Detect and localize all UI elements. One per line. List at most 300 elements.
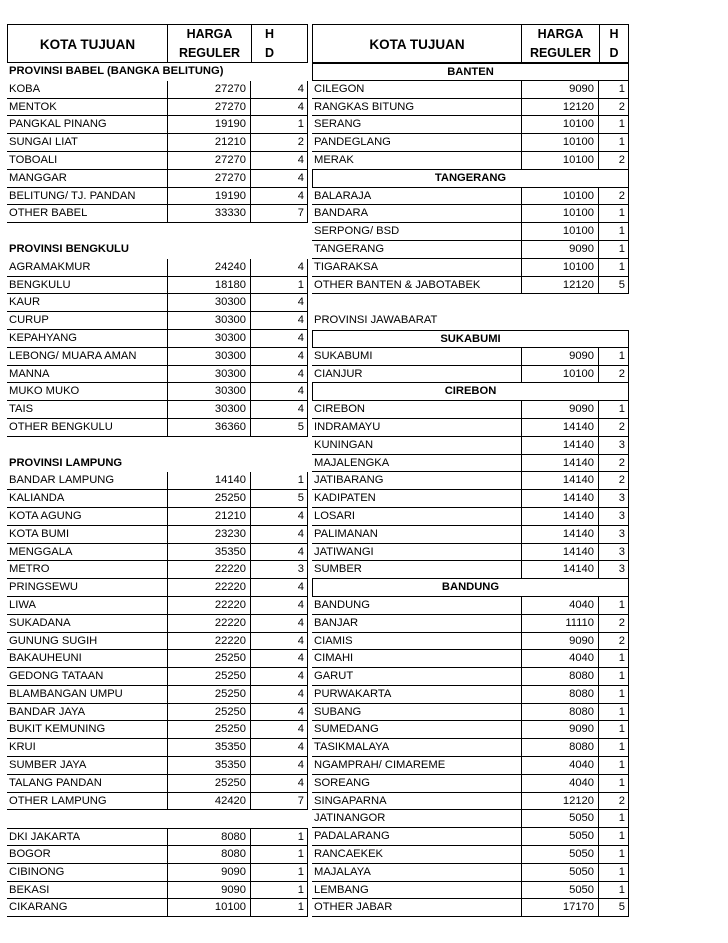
region-title: BANDUNG (441, 581, 500, 594)
hd-value: 4 (251, 383, 308, 400)
section-title: PROVINSI BENGKULU (9, 242, 129, 255)
table-row (312, 152, 629, 170)
region-subheading (312, 63, 629, 81)
province-label (312, 312, 629, 330)
destination-city: MAJALENGKA (314, 456, 390, 469)
hd-value: 4 (251, 526, 308, 543)
hd-label-h: H (609, 27, 619, 41)
destination-city: SOREANG (314, 776, 370, 789)
harga-reguler-value: 12120 (521, 99, 599, 116)
destination-city: KALIANDA (9, 492, 65, 505)
hd-value: 4 (251, 544, 308, 561)
hd-value: 4 (251, 686, 308, 703)
hd-value: 5 (599, 277, 629, 294)
harga-reguler-value: 14140 (521, 437, 599, 454)
hd-value: 4 (251, 633, 308, 650)
destination-city: TAIS (9, 403, 34, 416)
harga-reguler-value: 14140 (521, 490, 599, 507)
destination-city: CURUP (9, 314, 49, 327)
hd-value: 4 (251, 312, 308, 329)
harga-reguler-value: 35350 (167, 757, 251, 774)
kota-tujuan-header: KOTA TUJUAN (312, 24, 521, 63)
destination-city: SUKADANA (9, 616, 71, 629)
destination-city: AGRAMAKMUR (9, 260, 91, 273)
destination-city: BOGOR (9, 848, 51, 861)
destination-city: KOTA AGUNG (9, 509, 82, 522)
table-row (7, 526, 308, 544)
destination-city: RANCAEKEK (314, 848, 384, 861)
harga-reguler-value: 10100 (521, 152, 599, 169)
section-title: PROVINSI LAMPUNG (9, 456, 123, 469)
destination-city: SUMBER (314, 563, 362, 576)
table-row (7, 668, 308, 686)
hd-value: 1 (599, 828, 629, 845)
hd-value: 5 (251, 490, 308, 507)
destination-city: BLAMBANGAN UMPU (9, 687, 123, 700)
destination-city: BANJAR (314, 616, 359, 629)
harga-reguler-value: 24240 (167, 259, 251, 276)
harga-reguler-value: 9090 (521, 241, 599, 258)
destination-city: METRO (9, 563, 50, 576)
table-row (7, 472, 308, 490)
destination-city: KEPAHYANG (9, 331, 77, 344)
table-row (312, 828, 629, 846)
hd-value: 2 (599, 455, 629, 472)
hd-value: 4 (251, 401, 308, 418)
destination-city: BALARAJA (314, 189, 372, 202)
destination-city: OTHER LAMPUNG (9, 794, 107, 807)
hd-value: 2 (599, 615, 629, 632)
table-row (312, 241, 629, 259)
hd-value: 1 (599, 348, 629, 365)
harga-reguler-value: 10100 (521, 134, 599, 151)
table-row (312, 793, 629, 811)
hd-value: 1 (599, 846, 629, 863)
destination-city: TIGARAKSA (314, 260, 379, 273)
table-row (312, 259, 629, 277)
hd-value: 1 (599, 757, 629, 774)
table-row (312, 472, 629, 490)
destination-city: JATINANGOR (314, 812, 386, 825)
destination-city: NGAMPRAH/ CIMAREME (314, 759, 446, 772)
spacer-row (7, 437, 308, 455)
table-row (7, 793, 308, 811)
table-row (312, 508, 629, 526)
hd-value: 1 (599, 241, 629, 258)
destination-city: GEDONG TATAAN (9, 670, 104, 683)
table-row (7, 383, 308, 401)
harga-reguler-header (521, 24, 599, 63)
harga-reguler-value: 25250 (167, 721, 251, 738)
destination-city: LEMBANG (314, 883, 369, 896)
harga-reguler-value: 4040 (521, 757, 599, 774)
harga-reguler-value: 30300 (167, 330, 251, 347)
table-row (7, 490, 308, 508)
harga-reguler-value: 5050 (521, 810, 599, 827)
destination-city: BELITUNG/ TJ. PANDAN (9, 189, 136, 202)
destination-city: SUMBER JAYA (9, 759, 87, 772)
harga-reguler-value: 21210 (167, 508, 251, 525)
table-row (312, 597, 629, 615)
destination-city: BANDARA (314, 207, 369, 220)
hd-value: 4 (251, 99, 308, 116)
table-row (7, 366, 308, 384)
region-subheading (312, 579, 629, 597)
hd-value: 4 (251, 259, 308, 276)
table-row (7, 99, 308, 117)
harga-reguler-value: 10100 (521, 259, 599, 276)
harga-reguler-value: 21210 (167, 134, 251, 151)
destination-city: OTHER BENGKULU (9, 420, 113, 433)
destination-city: KOBA (9, 82, 41, 95)
hd-value: 2 (599, 99, 629, 116)
destination-city: SINGAPARNA (314, 794, 387, 807)
harga-label: HARGA (537, 27, 584, 41)
spacer-row (312, 294, 629, 312)
hd-value: 4 (251, 668, 308, 685)
table-row (312, 348, 629, 366)
harga-reguler-value: 5050 (521, 864, 599, 881)
left-table-body (7, 63, 308, 917)
destination-city: KOTA BUMI (9, 527, 70, 540)
destination-city: PURWAKARTA (314, 687, 392, 700)
table-row (312, 739, 629, 757)
destination-city: PALIMANAN (314, 527, 378, 540)
destination-city: OTHER BABEL (9, 207, 88, 220)
hd-value: 2 (599, 188, 629, 205)
hd-value: 4 (251, 721, 308, 738)
harga-reguler-value: 27270 (167, 152, 251, 169)
harga-reguler-value: 9090 (521, 721, 599, 738)
destination-city: BANDAR JAYA (9, 705, 86, 718)
table-row (312, 205, 629, 223)
right-table-header (312, 24, 629, 63)
destination-city: PADALARANG (314, 830, 390, 843)
destination-city: LEBONG/ MUARA AMAN (9, 349, 137, 362)
harga-reguler-value: 25250 (167, 686, 251, 703)
table-row (312, 882, 629, 900)
table-row (7, 116, 308, 134)
table-row (312, 668, 629, 686)
table-row (7, 739, 308, 757)
harga-reguler-value: 36360 (167, 419, 251, 436)
harga-reguler-value: 25250 (167, 704, 251, 721)
harga-reguler-value: 8080 (521, 668, 599, 685)
destination-city: SUNGAI LIAT (9, 136, 78, 149)
hd-value: 7 (251, 793, 308, 810)
destination-city: MENGGALA (9, 545, 73, 558)
harga-reguler-value: 18180 (167, 277, 251, 294)
harga-reguler-value: 14140 (167, 472, 251, 489)
table-row (312, 366, 629, 384)
region-title: TANGERANG (434, 171, 507, 184)
table-row (7, 294, 308, 312)
province-section-heading (7, 241, 308, 259)
table-row (312, 526, 629, 544)
table-row (7, 864, 308, 882)
harga-reguler-value: 10100 (521, 116, 599, 133)
harga-reguler-value: 17170 (521, 899, 599, 916)
destination-city: PRINGSEWU (9, 581, 78, 594)
destination-city: RANGKAS BITUNG (314, 100, 415, 113)
destination-city: KRUI (9, 741, 36, 754)
table-row (312, 757, 629, 775)
hd-value: 1 (599, 739, 629, 756)
hd-value: 1 (251, 472, 308, 489)
harga-reguler-value: 25250 (167, 490, 251, 507)
destination-city: CIANJUR (314, 367, 363, 380)
destination-city: SUKABUMI (314, 349, 373, 362)
hd-value: 3 (251, 561, 308, 578)
hd-value: 4 (251, 294, 308, 311)
harga-reguler-value: 14140 (521, 544, 599, 561)
hd-value: 4 (251, 775, 308, 792)
hd-header (251, 24, 308, 63)
destination-city: SERANG (314, 118, 362, 131)
harga-reguler-value: 5050 (521, 828, 599, 845)
harga-reguler-value: 14140 (521, 472, 599, 489)
hd-value: 5 (251, 419, 308, 436)
table-row (7, 401, 308, 419)
reguler-label: REGULER (529, 46, 592, 60)
harga-reguler-value: 10100 (521, 205, 599, 222)
reguler-label: REGULER (178, 46, 241, 60)
hd-value: 1 (599, 134, 629, 151)
table-row (312, 810, 629, 828)
section-title: PROVINSI BABEL (BANGKA BELITUNG) (9, 65, 224, 77)
destination-city: BAKAUHEUNI (9, 652, 82, 665)
hd-label-d: D (609, 46, 619, 60)
harga-reguler-value: 30300 (167, 348, 251, 365)
table-row (7, 544, 308, 562)
harga-reguler-value: 35350 (167, 544, 251, 561)
destination-city: SERPONG/ BSD (314, 225, 400, 238)
destination-city: BUKIT KEMUNING (9, 723, 106, 736)
harga-reguler-value: 33330 (167, 205, 251, 222)
table-row (7, 686, 308, 704)
harga-reguler-value: 42420 (167, 793, 251, 810)
hd-value: 1 (599, 205, 629, 222)
harga-reguler-value: 10100 (521, 223, 599, 240)
harga-reguler-value: 10100 (521, 188, 599, 205)
hd-value: 7 (251, 205, 308, 222)
hd-value: 1 (599, 686, 629, 703)
table-row (7, 579, 308, 597)
table-row (7, 277, 308, 295)
harga-reguler-header (167, 24, 251, 63)
destination-city: GARUT (314, 670, 354, 683)
table-row (312, 419, 629, 437)
destination-city: OTHER JABAR (314, 901, 393, 914)
spacer-row (7, 810, 308, 828)
hd-value: 2 (599, 419, 629, 436)
harga-label: HARGA (186, 27, 233, 41)
harga-reguler-value: 19190 (167, 188, 251, 205)
table-row (312, 490, 629, 508)
table-row (312, 81, 629, 99)
destination-city: TANGERANG (314, 242, 385, 255)
destination-city: KADIPATEN (314, 492, 376, 505)
destination-city: TALANG PANDAN (9, 776, 102, 789)
hd-value: 3 (599, 561, 629, 578)
destination-city: DKI JAKARTA (9, 831, 81, 844)
destination-city: PANDEGLANG (314, 136, 391, 149)
table-row (312, 544, 629, 562)
table-row (7, 846, 308, 864)
table-row (312, 615, 629, 633)
table-row (312, 99, 629, 117)
hd-value: 3 (599, 544, 629, 561)
table-row (7, 330, 308, 348)
table-row (7, 205, 308, 223)
hd-value: 4 (251, 650, 308, 667)
harga-reguler-value: 9090 (521, 633, 599, 650)
table-row (7, 152, 308, 170)
destination-city: CILEGON (314, 82, 365, 95)
hd-value: 1 (599, 401, 629, 418)
table-row (7, 188, 308, 206)
hd-label-h: H (265, 27, 275, 41)
table-row (7, 828, 308, 846)
table-row (312, 846, 629, 864)
hd-value: 4 (251, 366, 308, 383)
harga-reguler-value: 9090 (167, 864, 251, 881)
harga-reguler-value: 25250 (167, 650, 251, 667)
hd-value: 4 (251, 739, 308, 756)
destination-city: BANDUNG (314, 598, 370, 611)
harga-reguler-value: 4040 (521, 650, 599, 667)
harga-reguler-value: 27270 (167, 99, 251, 116)
table-row (7, 615, 308, 633)
section-title: PROVINSI JAWABARAT (314, 314, 438, 327)
hd-value: 1 (599, 650, 629, 667)
table-row (312, 633, 629, 651)
table-row (7, 561, 308, 579)
harga-reguler-value: 8080 (521, 739, 599, 756)
table-row (7, 775, 308, 793)
hd-value: 1 (599, 864, 629, 881)
table-row (312, 704, 629, 722)
destination-city: KUNINGAN (314, 438, 374, 451)
table-row (7, 899, 308, 917)
hd-value: 3 (599, 490, 629, 507)
table-row (312, 437, 629, 455)
hd-value: 4 (251, 348, 308, 365)
hd-value: 4 (251, 579, 308, 596)
hd-value: 4 (251, 615, 308, 632)
harga-reguler-value: 9090 (521, 81, 599, 98)
destination-city: MUKO MUKO (9, 385, 80, 398)
harga-reguler-value: 30300 (167, 366, 251, 383)
hd-value: 2 (599, 152, 629, 169)
harga-reguler-value: 9090 (521, 348, 599, 365)
harga-reguler-value: 35350 (167, 739, 251, 756)
harga-reguler-value: 9090 (167, 882, 251, 899)
harga-reguler-value: 14140 (521, 508, 599, 525)
destination-city: TOBOALI (9, 153, 58, 166)
destination-city: LIWA (9, 598, 36, 611)
table-row (312, 134, 629, 152)
table-row (312, 455, 629, 473)
hd-label-d: D (265, 46, 275, 60)
harga-reguler-value: 14140 (521, 561, 599, 578)
hd-value: 1 (599, 882, 629, 899)
hd-value: 4 (251, 508, 308, 525)
hd-value: 4 (251, 597, 308, 614)
destination-city: PANGKAL PINANG (9, 118, 107, 131)
harga-reguler-value: 10100 (521, 366, 599, 383)
right-rate-table (312, 24, 629, 917)
hd-value: 1 (599, 81, 629, 98)
harga-reguler-value: 22220 (167, 633, 251, 650)
table-row (312, 561, 629, 579)
table-row (312, 223, 629, 241)
harga-reguler-value: 22220 (167, 579, 251, 596)
hd-value: 2 (599, 633, 629, 650)
table-row (312, 721, 629, 739)
harga-reguler-value: 30300 (167, 401, 251, 418)
hd-value: 1 (599, 223, 629, 240)
hd-value: 1 (599, 810, 629, 827)
table-row (7, 721, 308, 739)
table-row (7, 419, 308, 437)
table-row (7, 348, 308, 366)
table-row (7, 259, 308, 277)
destination-city: TASIKMALAYA (314, 741, 390, 754)
hd-value: 1 (251, 829, 308, 845)
destination-city: JATIWANGI (314, 545, 374, 558)
table-row (312, 401, 629, 419)
hd-value: 4 (251, 704, 308, 721)
harga-reguler-value: 9090 (521, 401, 599, 418)
table-row (7, 597, 308, 615)
harga-reguler-value: 22220 (167, 615, 251, 632)
hd-value: 4 (251, 81, 308, 98)
hd-value: 4 (251, 152, 308, 169)
harga-reguler-value: 8080 (521, 704, 599, 721)
harga-reguler-value: 5050 (521, 846, 599, 863)
harga-reguler-value: 14140 (521, 455, 599, 472)
hd-value: 1 (251, 116, 308, 133)
harga-reguler-value: 27270 (167, 81, 251, 98)
harga-reguler-value: 5050 (521, 882, 599, 899)
destination-city: OTHER BANTEN & JABOTABEK (314, 278, 481, 291)
harga-reguler-value: 30300 (167, 383, 251, 400)
table-row (7, 134, 308, 152)
destination-city: BANDAR LAMPUNG (9, 474, 115, 487)
table-row (312, 775, 629, 793)
table-row (312, 116, 629, 134)
destination-city: SUBANG (314, 705, 362, 718)
table-row (7, 508, 308, 526)
destination-city: BEKASI (9, 883, 50, 896)
hd-value: 1 (251, 882, 308, 899)
table-row (7, 170, 308, 188)
hd-value: 4 (251, 757, 308, 774)
hd-value: 3 (599, 437, 629, 454)
harga-reguler-value: 4040 (521, 775, 599, 792)
table-row (7, 650, 308, 668)
harga-reguler-value: 23230 (167, 526, 251, 543)
harga-reguler-value: 14140 (521, 419, 599, 436)
hd-value: 1 (251, 864, 308, 881)
region-subheading (312, 330, 629, 348)
hd-value: 4 (251, 170, 308, 187)
province-section-heading (7, 455, 308, 473)
destination-city: BENGKULU (9, 278, 71, 291)
harga-reguler-value: 12120 (521, 793, 599, 810)
hd-value: 1 (251, 846, 308, 863)
